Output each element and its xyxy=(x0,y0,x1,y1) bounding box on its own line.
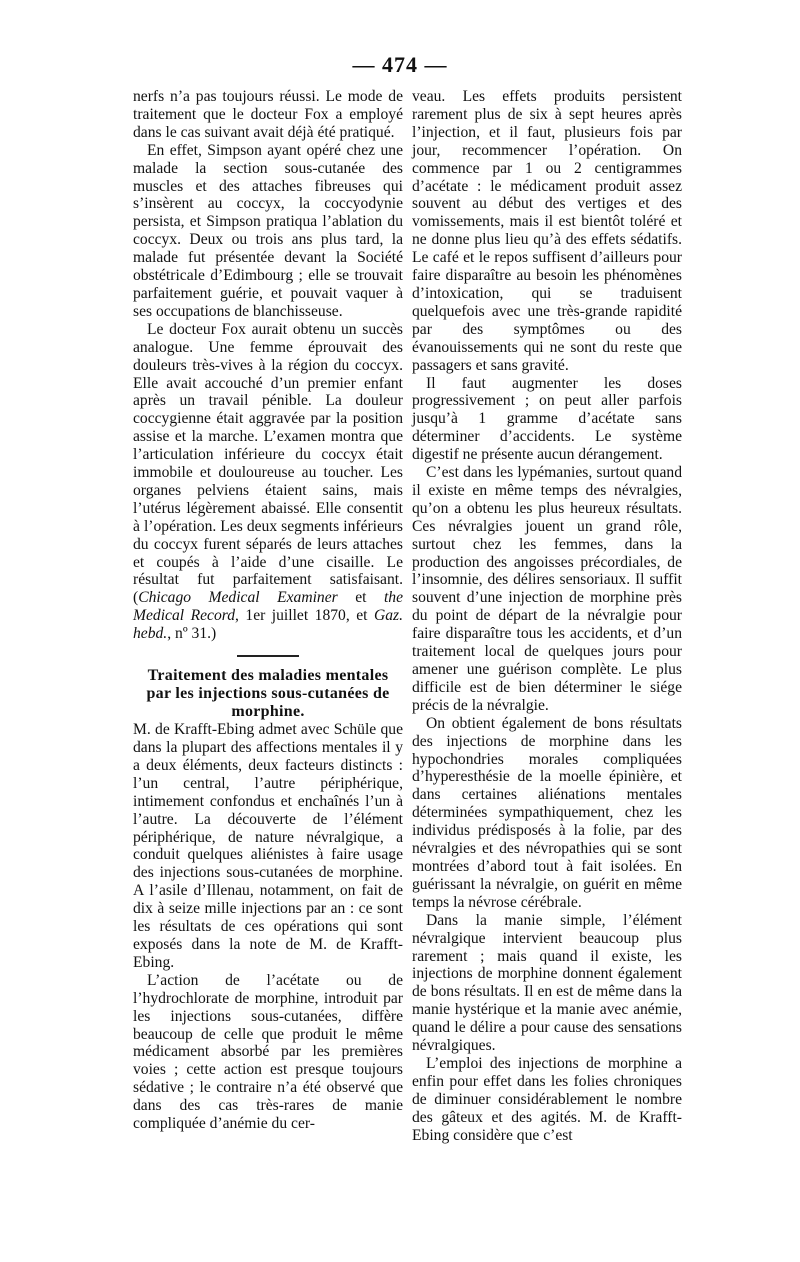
journal-title: Chicago Medical Examiner xyxy=(138,589,338,607)
text: Le docteur Fox aurait obtenu un succès analogue. Une femme éprouvait des douleurs très-vives à la région du coccyx. Elle avait accouché d’un premier enfant après un travail pénible. La douleur coccygienne était aggravée par la position assise et la marche. L’examen montra que l’articulation inférieure du coccyx était immobile et douloureuse au toucher. Les organes pelviens étaient sains, mais l’utérus légèrement abaissé. Elle consentit à l’opération. Les deux segments inférieurs du coccyx furent séparés de leurs attaches et coupés à l’aide d’une cisaille. Le résultat fut parfaitement satisfaisant. ( xyxy=(133,320,403,607)
section-divider xyxy=(237,655,299,657)
citation-date: , 1er juillet 1870, et xyxy=(235,607,374,625)
paragraph: C’est dans les lypémanies, surtout quand il existe en même temps des névralgies, qu’on a obtenu les plus heureux résultats. Ces névralgies jouent un grand rôle, surtout chez les femmes, dans la production des angoisses précordiales, de l’insomnie, des délires sensoriaux. Il suffit souvent d’une injection de morphine près du point de départ de la névralgie pour faire disparaître tous les accidents, et d’un traitement local de quelques jours pour amener une guérison complète. Le plus difficile est de bien déterminer le siége précis de la névralgie. xyxy=(412,464,682,714)
left-column xyxy=(133,88,403,1133)
journal-title: the Medical Record xyxy=(133,589,403,625)
paragraph: M. de Krafft-Ebing admet avec Schüle que dans la plupart des affections mentales il y a deux éléments, deux facteurs distincts : l’un central, l’autre périphérique, intimement confondus et enchaînés l’un à l’autre. La découverte de l’élément périphérique, de nature névralgique, a conduit quelques aliénistes à faire usage des injections sous-cutanées de morphine. A l’asile d’Illenau, notamment, on fait de dix à seize mille injections par an : ce sont les résultats de ces opérations qui sont exposés dans la note de M. de Krafft-Ebing. xyxy=(133,721,403,971)
text: et xyxy=(337,589,384,607)
paragraph: Dans la manie simple, l’élément névralgique intervient beaucoup plus rarement ; mais quand il existe, les injections de morphine donnent également de bons résultats. Il en est de même dans la manie hystérique et la manie avec anémie, quand le délire a pour cause des sensations névralgiques. xyxy=(412,911,682,1055)
paragraph: L’emploi des injections de morphine a enfin pour effet dans les folies chroniques de diminuer considérablement le nombre des gâteux et des agités. M. de Krafft-Ebing considère que c’est xyxy=(412,1054,682,1144)
paragraph-with-citation xyxy=(133,321,403,643)
paragraph: En effet, Simpson ayant opéré chez une malade la section sous-cutanée des muscles et des attaches fibreuses qui s’insèrent au coccyx, la coccyodynie persista, et Simpson pratiqua l’ablation du coccyx. Deux ou trois ans plus tard, la malade fut présentée devant la Société obstétricale d’Edimbourg ; elle se trouvait parfaitement guérie, et pouvait vaquer à ses occupations de blanchisseuse. xyxy=(133,141,403,320)
page-number: — 474 — xyxy=(352,52,448,77)
paragraph: L’action de l’acétate ou de l’hydrochlorate de morphine, introduit par les injections sous-cutanées, diffère beaucoup de celle que produit le même médicament absorbé par les premières voies ; cette action est presque toujours sédative ; le contraire n’a été observé que dans des cas très-rares de manie compliquée d’anémie du cer- xyxy=(133,971,403,1133)
journal-title: Gaz. hebd. xyxy=(133,607,403,643)
paragraph: Il faut augmenter les doses progressivement ; on peut aller parfois jusqu’à 1 gramme d’acétate sans déterminer d’accidents. Le système digestif ne présente aucun dérangement. xyxy=(412,374,682,464)
citation-number: , nº 31.) xyxy=(167,625,217,643)
section-heading: Traitement des maladies mentales par les injections sous-cutanées de morphine. xyxy=(146,667,390,721)
paragraph: veau. Les effets produits persistent rarement plus de six à sept heures après l’injection, et il faut, plusieurs fois par jour, recommencer l’opération. On commence par 1 ou 2 centigrammes d’acétate : le médicament produit assez souvent au début des vertiges et des vomissements, mais il est bientôt toléré et ne donne plus lieu qu’à des effets sédatifs. Le café et le repos suffisent d’ailleurs pour faire disparaître au besoin les phénomènes d’intoxication, qui se traduisent quelquefois avec une très-grande rapidité par des symptômes ou des évanouissements qui ne sont du reste que passagers et sans gravité. xyxy=(412,88,682,374)
right-column xyxy=(412,88,682,1144)
paragraph: On obtient également de bons résultats des injections de morphine dans les hypochondries morales compliquées d’hyperesthésie de la moelle épinière, et dans certaines aliénations mentales déterminées sympathiquement, chez les individus prédisposés à la folie, par des névralgies et des névropathies qui se sont montrées d’abord tout à fait isolées. En guérissant la névralgie, on guérit en même temps la névrose cérébrale. xyxy=(412,714,682,911)
paragraph: nerfs n’a pas toujours réussi. Le mode de traitement que le docteur Fox a employé dans le cas suivant avait déjà été pratiqué. xyxy=(133,88,403,141)
